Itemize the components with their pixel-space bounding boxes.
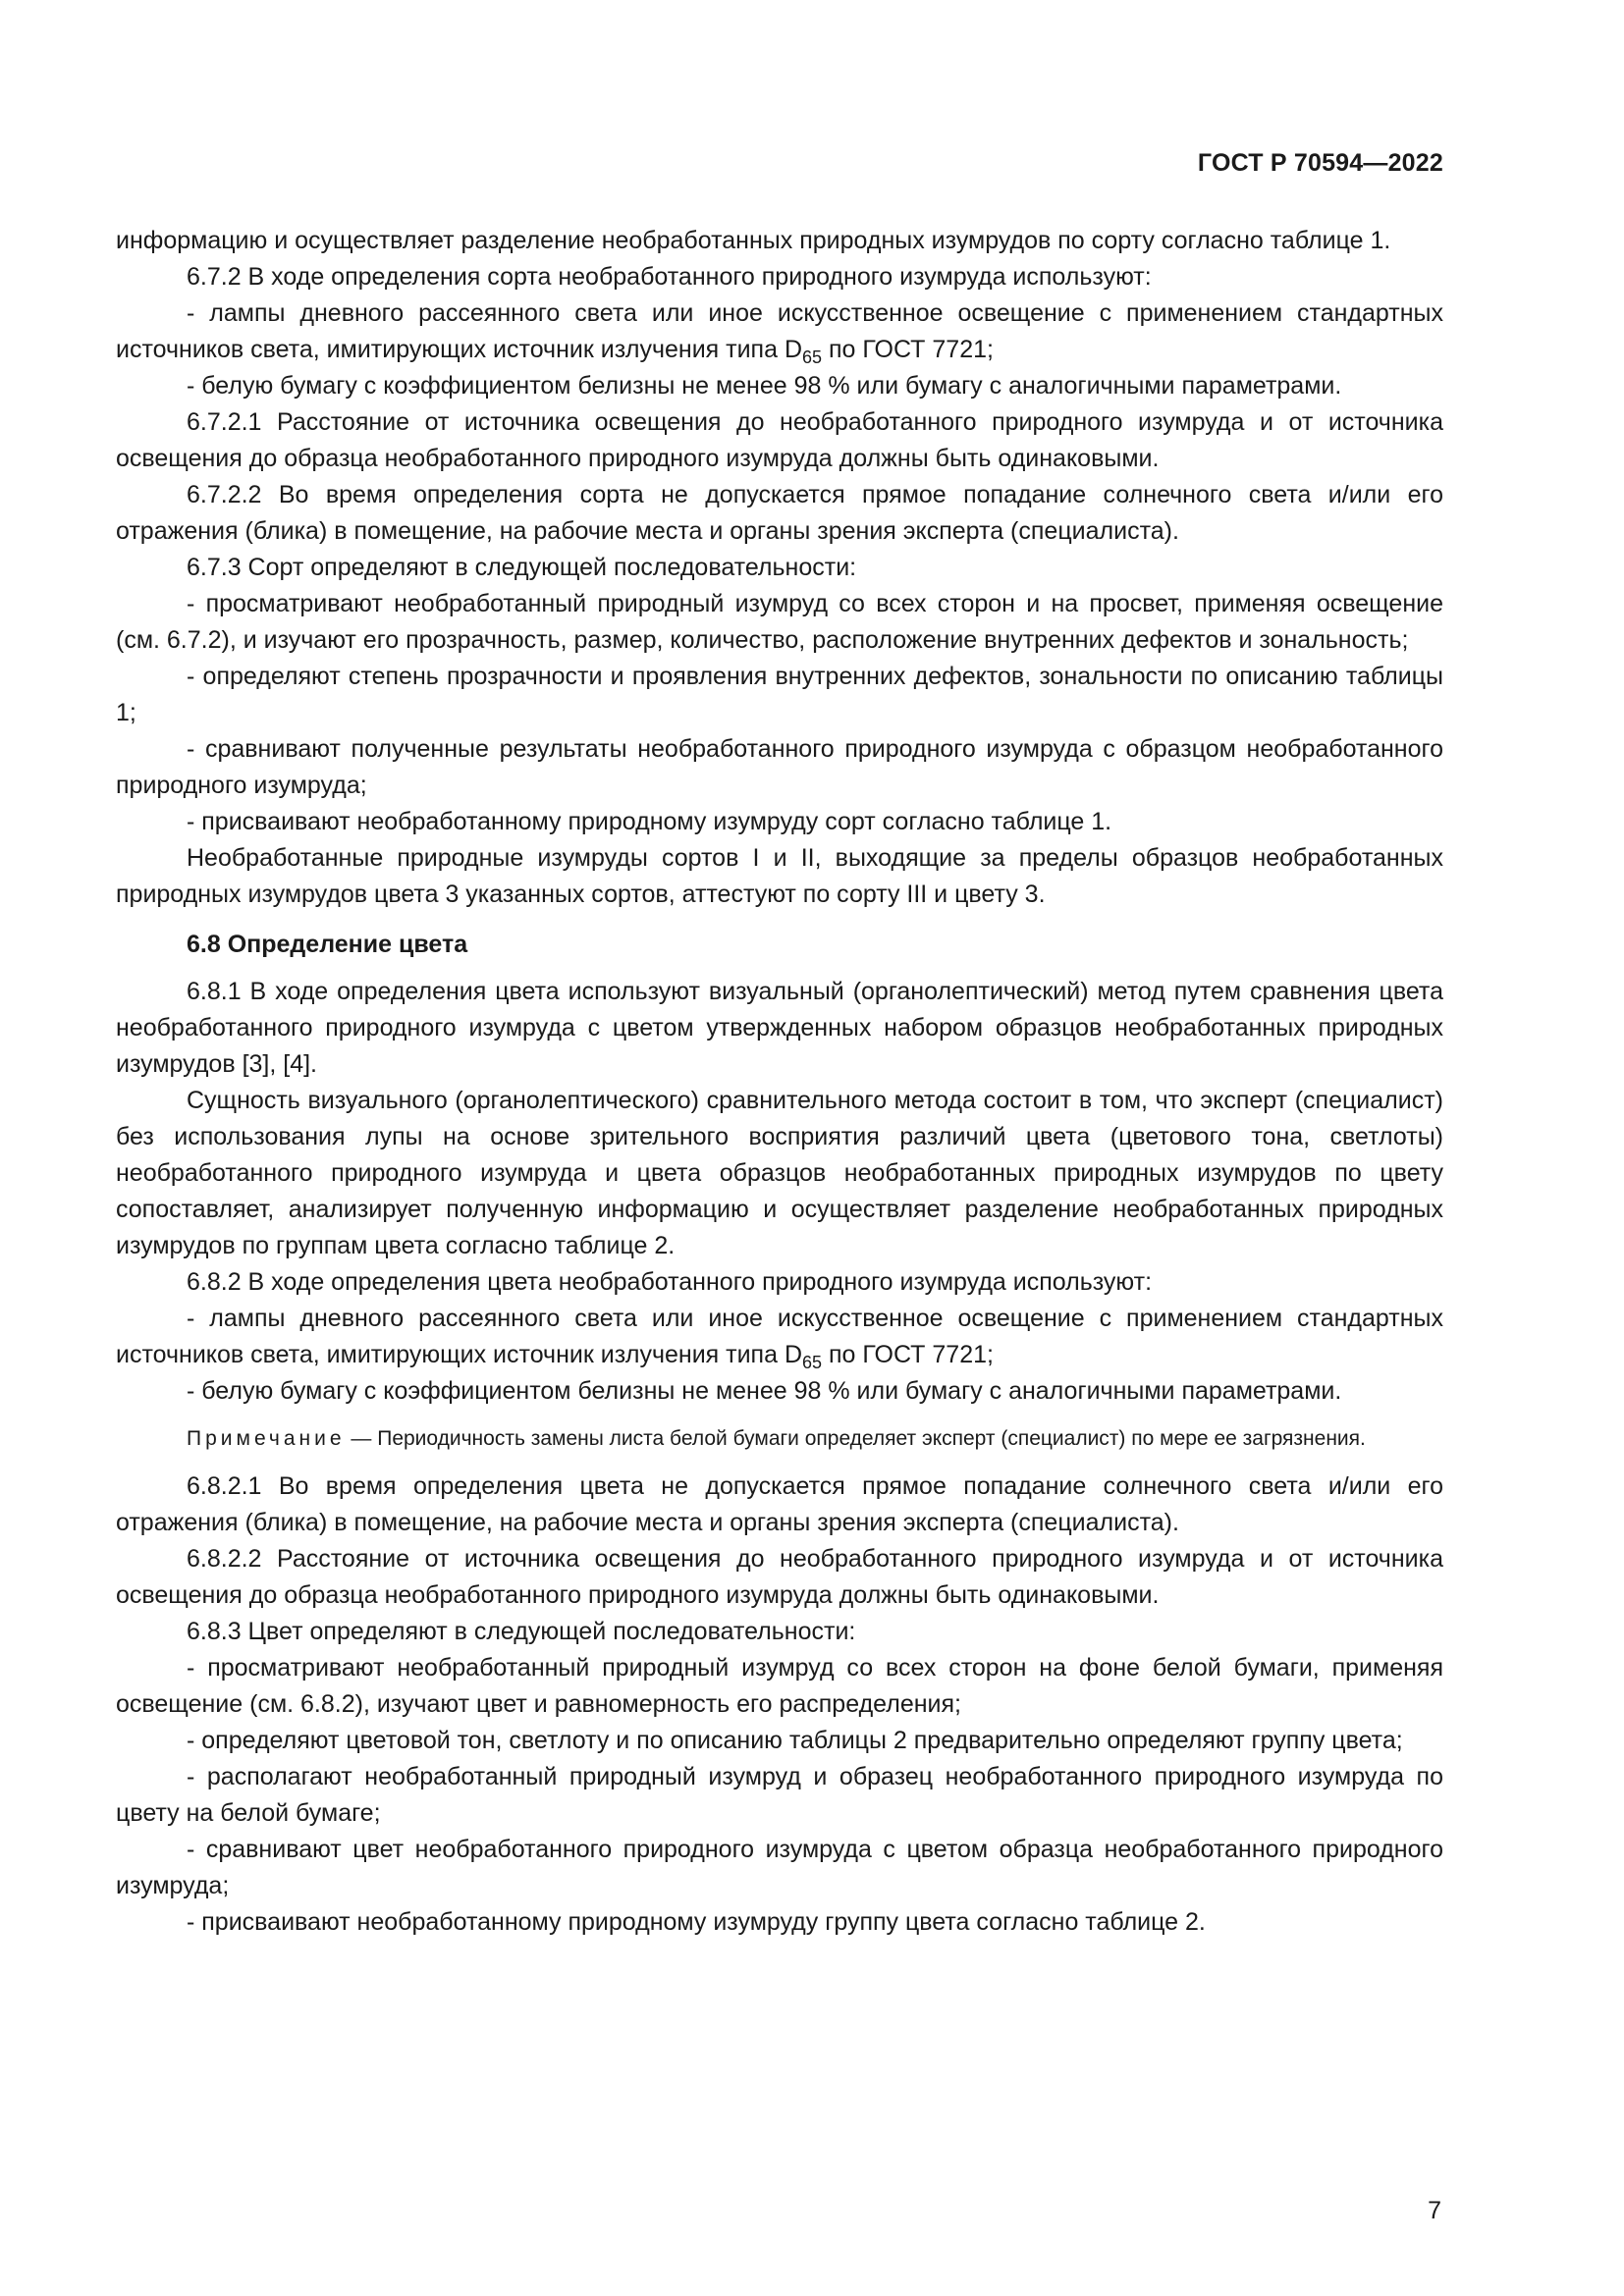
list-item-lamps (116, 295, 1443, 368)
text: по ГОСТ 7721; (822, 336, 994, 363)
list-item-paper: - белую бумагу с коэффициентом белизны не менее 98 % или бумагу с аналогичными параметрами. (187, 372, 1342, 400)
list-item: - просматривают необработанный природный изумруд со всех сторон и на просвет, применяя освещение (см. 6.7.2), и изучают его прозрачность, размер, количество, расположение внутренних дефектов и зональность; (116, 590, 1443, 654)
document-body (116, 223, 1443, 1941)
clause-6-8-3: 6.8.3 Цвет определяют в следующей последовательности: (187, 1618, 856, 1645)
clause-6-8-2: 6.8.2 В ходе определения цвета необработанного природного изумруда используют: (187, 1268, 1153, 1296)
text: - лампы дневного рассеянного света или иное искусственное освещение с применением стандартных источников света, имитирующих источник излучения типа D (116, 1305, 1443, 1368)
section-title-6-8: 6.8 Определение цвета (187, 931, 468, 958)
clause-6-8-2-2: 6.8.2.2 Расстояние от источника освещения до необработанного природного изумруда и от источника освещения до образца необработанного природного изумруда должны быть одинаковыми. (116, 1545, 1443, 1609)
paragraph: информацию и осуществляет разделение необработанных природных изумрудов по сорту согласно таблице 1. (116, 227, 1391, 254)
note-text: — Периодичность замены листа белой бумаги определяет эксперт (специалист) по мере ее загрязнения. (345, 1427, 1366, 1450)
list-item: - сравнивают полученные результаты необработанного природного изумруда с образцом необработанного природного изумруда; (116, 735, 1443, 799)
clause-6-7-2-1: 6.7.2.1 Расстояние от источника освещения до необработанного природного изумруда и от источника освещения до образца необработанного природного изумруда должны быть одинаковыми. (116, 408, 1443, 472)
list-item-paper: - белую бумагу с коэффициентом белизны не менее 98 % или бумагу с аналогичными параметрами. (187, 1377, 1342, 1405)
list-item: - определяют степень прозрачности и проявления внутренних дефектов, зональности по описанию таблицы 1; (116, 663, 1443, 726)
paragraph: Сущность визуального (органолептического) сравнительного метода состоит в том, что эксперт (специалист) без использования лупы на основе зрительного восприятия различий цвета (цветового тона, светлоты) необработанного природного изумруда и цвета образцов необработанных природных изумрудов по цвету сопоставляет, анализирует полученную информацию и осуществляет разделение необработанных природных изумрудов по группам цвета согласно таблице 2. (116, 1087, 1443, 1259)
list-item: - сравнивают цвет необработанного природного изумруда с цветом образца необработанного природного изумруда; (116, 1836, 1443, 1899)
clause-6-7-3: 6.7.3 Сорт определяют в следующей последовательности: (187, 554, 857, 581)
clause-6-8-1: 6.8.1 В ходе определения цвета используют визуальный (органолептический) метод путем сравнения цвета необработанного природного изумруда с цветом утвержденных набором образцов необработанных природных изумрудов [3], [4]. (116, 978, 1443, 1078)
list-item: - определяют цветовой тон, светлоту и по описанию таблицы 2 предварительно определяют группу цвета; (187, 1727, 1403, 1754)
list-item: - присваивают необработанному природному изумруду сорт согласно таблице 1. (187, 808, 1112, 835)
document-code-header: ГОСТ Р 70594—2022 (1197, 149, 1443, 177)
text: - лампы дневного рассеянного света или иное искусственное освещение с применением стандартных источников света, имитирующих источник излучения типа D (116, 299, 1443, 363)
subscript: 65 (802, 347, 823, 367)
clause-6-8-2-1: 6.8.2.1 Во время определения цвета не допускается прямое попадание солнечного света и/или его отражения (блика) в помещение, на рабочие места и органы зрения эксперта (специалиста). (116, 1472, 1443, 1536)
list-item-lamps (116, 1301, 1443, 1373)
note-label: Примечание (187, 1427, 346, 1450)
clause-6-7-2-2: 6.7.2.2 Во время определения сорта не допускается прямое попадание солнечного света и/или его отражения (блика) в помещение, на рабочие места и органы зрения эксперта (специалиста). (116, 481, 1443, 545)
page-number: 7 (1428, 2197, 1441, 2224)
paragraph: Необработанные природные изумруды сортов I и II, выходящие за пределы образцов необработанных природных изумрудов цвета 3 указанных сортов, аттестуют по сорту III и цвету 3. (116, 844, 1443, 908)
note (116, 1423, 1443, 1455)
list-item: - просматривают необработанный природный изумруд со всех сторон на фоне белой бумаги, применяя освещение (см. 6.8.2), изучают цвет и равномерность его распределения; (116, 1654, 1443, 1718)
clause-6-7-2: 6.7.2 В ходе определения сорта необработанного природного изумруда используют: (187, 263, 1152, 291)
list-item: - присваивают необработанному природному изумруду группу цвета согласно таблице 2. (187, 1908, 1206, 1936)
text: по ГОСТ 7721; (822, 1341, 994, 1368)
subscript: 65 (802, 1353, 823, 1372)
list-item: - располагают необработанный природный изумруд и образец необработанного природного изумруда по цвету на белой бумаге; (116, 1763, 1443, 1827)
